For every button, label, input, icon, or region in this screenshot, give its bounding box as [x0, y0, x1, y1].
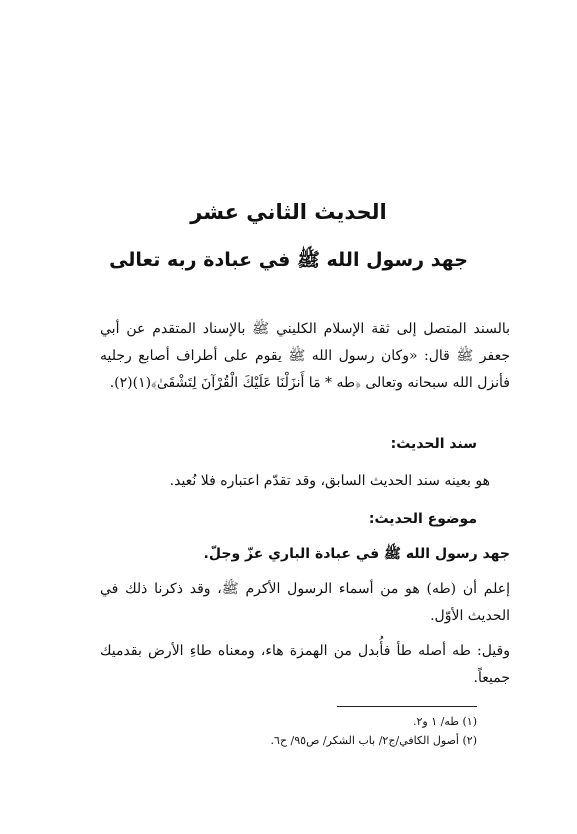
page-title: الحديث الثاني عشر: [190, 200, 387, 224]
topic-heading: موضوع الحديث:: [368, 511, 477, 527]
paragraph-2: وقيل: طه أصله طأ فأُبدل من الهمزة هاء، ومعناه طاءِ الأرض بقدميك جميعاً.: [100, 643, 510, 686]
footnote-divider: [337, 706, 477, 707]
sanad-text: هو بعينه سند الحديث السابق، وقد تقدّم اعتباره فلا نُعيد.: [169, 473, 490, 489]
footnote-2: (٢) أصول الكافي/ج٢/ باب الشكر/ ص٩٥/ ح٦.: [270, 734, 477, 747]
page-subtitle: جهد رسول الله ﷺ في عبادة ربه تعالى: [109, 249, 468, 271]
topic-text: جهد رسول الله ﷺ في عبادة الباري عزّ وجلّ.: [203, 546, 510, 562]
intro-paragraph: بالسند المتصل إلى ثقة الإسلام الكليني ﷺ بالإسناد المتقدم عن أبي جعفر ﷺ قال: «وكان رسول الله ﷺ يقوم على أطراف أصابع رجليه فأنزل الله سبحانه وتعالى ﴿طه * مَا أَنزَلْنَا عَلَيْكَ الْقُرْآنَ لِتَشْقَىٰ﴾(١)(٢).: [100, 321, 510, 391]
footnote-1: (١) طه/ ١ و٢.: [412, 715, 477, 728]
sanad-heading: سند الحديث:: [390, 436, 477, 452]
paragraph-1: إعلم أن (طه) هو من أسماء الرسول الأكرم ﷺ، وقد ذكرنا ذلك في الحديث الأوّل.: [100, 581, 510, 624]
